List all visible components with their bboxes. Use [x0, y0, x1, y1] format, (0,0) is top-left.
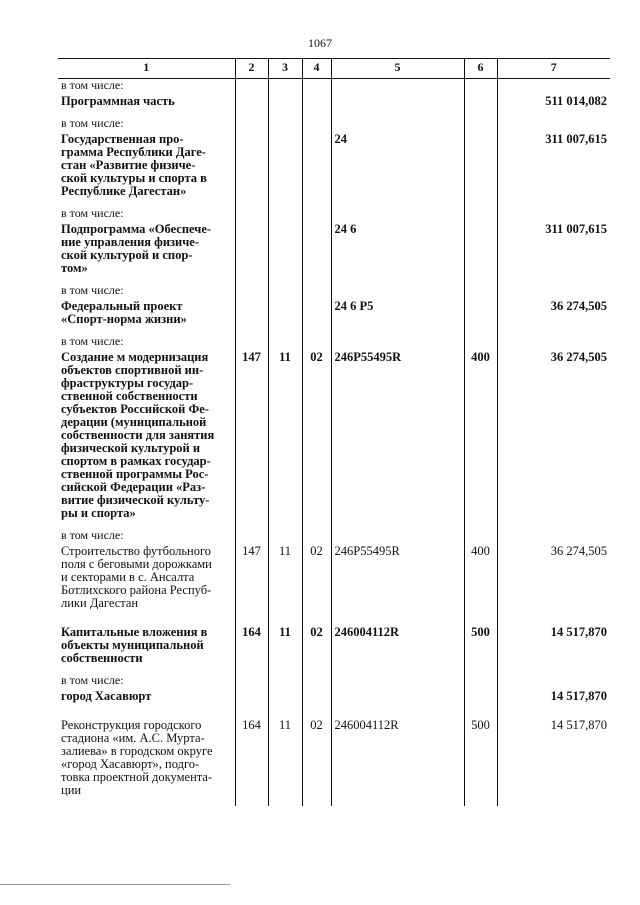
- row-code-2: [235, 335, 268, 351]
- budget-table: [58, 58, 610, 806]
- row-amount: 14 517,870: [497, 712, 610, 806]
- row-code-3: [268, 95, 302, 117]
- row-amount: [497, 117, 610, 133]
- row-code-2: [235, 133, 268, 207]
- row-target-code: [331, 95, 464, 117]
- row-code-4: [302, 335, 331, 351]
- row-code-2: [235, 529, 268, 545]
- table-row: [58, 95, 610, 117]
- row-name: в том числе:: [58, 529, 235, 545]
- row-code-2: [235, 207, 268, 223]
- row-code-2: [235, 79, 268, 96]
- table-row: [58, 712, 610, 806]
- row-amount: 14 517,870: [497, 619, 610, 674]
- row-code-4: [302, 207, 331, 223]
- subtotal-label-row: [58, 284, 610, 300]
- row-code-3: [268, 79, 302, 96]
- row-code-3: 11: [268, 619, 302, 674]
- row-expense-type: [464, 300, 497, 335]
- row-name: Строительство футбольного поля с беговыми дорожками и секторами в с. Ансалта Ботлихского района Респуб- лики Дагестан: [58, 545, 235, 619]
- subtotal-label-row: [58, 674, 610, 690]
- row-name: Государственная про- грамма Республики Даге- стан «Развитие физиче- ской культуры и спорта в Республике Дагестан»: [58, 133, 235, 207]
- row-code-2: [235, 95, 268, 117]
- row-code-3: 11: [268, 351, 302, 529]
- row-code-4: [302, 300, 331, 335]
- row-amount: 36 274,505: [497, 351, 610, 529]
- row-name: Федеральный проект «Спорт-норма жизни»: [58, 300, 235, 335]
- row-name: Программная часть: [58, 95, 235, 117]
- row-code-4: [302, 79, 331, 96]
- table-row: [58, 619, 610, 674]
- row-amount: [497, 529, 610, 545]
- table-row: [58, 545, 610, 619]
- row-amount: 511 014,082: [497, 95, 610, 117]
- column-header-4: 4: [302, 59, 331, 79]
- row-code-3: [268, 674, 302, 690]
- row-target-code: 24 6: [331, 223, 464, 284]
- row-code-4: 02: [302, 712, 331, 806]
- row-target-code: [331, 79, 464, 96]
- row-code-2: 147: [235, 351, 268, 529]
- row-amount: 14 517,870: [497, 690, 610, 712]
- row-code-3: [268, 284, 302, 300]
- row-code-3: [268, 300, 302, 335]
- row-code-3: [268, 207, 302, 223]
- row-code-4: 02: [302, 351, 331, 529]
- page-number: 1067: [308, 36, 332, 50]
- row-expense-type: [464, 117, 497, 133]
- row-name: Подпрограмма «Обеспече- ние управления физиче- ской культурой и спор- том»: [58, 223, 235, 284]
- subtotal-label-row: [58, 335, 610, 351]
- row-amount: 311 007,615: [497, 133, 610, 207]
- row-code-3: [268, 133, 302, 207]
- row-name: город Хасавюрт: [58, 690, 235, 712]
- row-target-code: [331, 335, 464, 351]
- table-body: [58, 79, 610, 807]
- row-target-code: [331, 674, 464, 690]
- row-target-code: 246P55495R: [331, 545, 464, 619]
- table-row: [58, 133, 610, 207]
- row-code-4: [302, 95, 331, 117]
- row-code-4: [302, 117, 331, 133]
- row-name: Реконструкция городского стадиона «им. А.С. Мурта- залиева» в городском округе «город Хасавюрт», подго- товка проектной документа- ции: [58, 712, 235, 806]
- row-expense-type: [464, 79, 497, 96]
- row-code-3: [268, 529, 302, 545]
- column-header-6: 6: [464, 59, 497, 79]
- row-code-3: 11: [268, 712, 302, 806]
- row-expense-type: 400: [464, 545, 497, 619]
- column-header-7: 7: [497, 59, 610, 79]
- row-expense-type: [464, 674, 497, 690]
- footer-rule: [0, 884, 230, 885]
- row-name: в том числе:: [58, 79, 235, 96]
- column-header-3: 3: [268, 59, 302, 79]
- row-expense-type: [464, 207, 497, 223]
- table-row: [58, 690, 610, 712]
- row-code-4: [302, 223, 331, 284]
- row-code-2: [235, 674, 268, 690]
- row-code-4: 02: [302, 619, 331, 674]
- table-row: [58, 223, 610, 284]
- subtotal-label-row: [58, 207, 610, 223]
- row-target-code: [331, 690, 464, 712]
- row-code-3: [268, 117, 302, 133]
- row-amount: 36 274,505: [497, 545, 610, 619]
- row-expense-type: 500: [464, 712, 497, 806]
- row-amount: [497, 335, 610, 351]
- row-code-2: [235, 284, 268, 300]
- row-target-code: 246P55495R: [331, 351, 464, 529]
- row-code-4: [302, 133, 331, 207]
- row-expense-type: [464, 335, 497, 351]
- row-amount: [497, 79, 610, 96]
- row-code-4: [302, 284, 331, 300]
- row-expense-type: [464, 95, 497, 117]
- row-code-2: 147: [235, 545, 268, 619]
- row-expense-type: [464, 133, 497, 207]
- row-code-2: [235, 223, 268, 284]
- row-target-code: [331, 529, 464, 545]
- row-target-code: 24 6 P5: [331, 300, 464, 335]
- row-name: в том числе:: [58, 117, 235, 133]
- row-code-3: [268, 335, 302, 351]
- row-code-2: 164: [235, 712, 268, 806]
- row-name: в том числе:: [58, 674, 235, 690]
- subtotal-label-row: [58, 79, 610, 96]
- column-header-2: 2: [235, 59, 268, 79]
- row-target-code: [331, 207, 464, 223]
- row-target-code: 24: [331, 133, 464, 207]
- row-code-2: [235, 690, 268, 712]
- subtotal-label-row: [58, 529, 610, 545]
- row-code-3: [268, 690, 302, 712]
- row-amount: [497, 674, 610, 690]
- row-amount: 36 274,505: [497, 300, 610, 335]
- row-target-code: [331, 117, 464, 133]
- table-row: [58, 351, 610, 529]
- row-code-3: 11: [268, 545, 302, 619]
- column-header-1: 1: [58, 59, 235, 79]
- row-expense-type: [464, 690, 497, 712]
- row-amount: [497, 207, 610, 223]
- subtotal-label-row: [58, 117, 610, 133]
- row-target-code: [331, 284, 464, 300]
- column-header-5: 5: [331, 59, 464, 79]
- row-amount: [497, 284, 610, 300]
- row-code-2: 164: [235, 619, 268, 674]
- row-name: в том числе:: [58, 284, 235, 300]
- row-target-code: 246004112R: [331, 712, 464, 806]
- table-row: [58, 300, 610, 335]
- row-name: в том числе:: [58, 335, 235, 351]
- row-code-4: 02: [302, 545, 331, 619]
- row-target-code: 246004112R: [331, 619, 464, 674]
- row-code-4: [302, 690, 331, 712]
- row-amount: 311 007,615: [497, 223, 610, 284]
- row-expense-type: 500: [464, 619, 497, 674]
- row-code-2: [235, 117, 268, 133]
- row-name: Создание м модернизация объектов спортивной ин- фраструктуры государ- ственной собственности субъектов Российской Фе- дерации (муниципальной собственности для занятия физической культурой и спортом в рамках государ- ственной программы Рос- сийской Федерации «Раз- витие физической культу- ры и спорта»: [58, 351, 235, 529]
- row-expense-type: [464, 284, 497, 300]
- row-name: Капитальные вложения в объекты муниципальной собственности: [58, 619, 235, 674]
- row-code-4: [302, 674, 331, 690]
- row-expense-type: [464, 223, 497, 284]
- row-name: в том числе:: [58, 207, 235, 223]
- row-code-2: [235, 300, 268, 335]
- row-code-3: [268, 223, 302, 284]
- table-header-row: [58, 59, 610, 79]
- row-expense-type: [464, 529, 497, 545]
- row-expense-type: 400: [464, 351, 497, 529]
- row-code-4: [302, 529, 331, 545]
